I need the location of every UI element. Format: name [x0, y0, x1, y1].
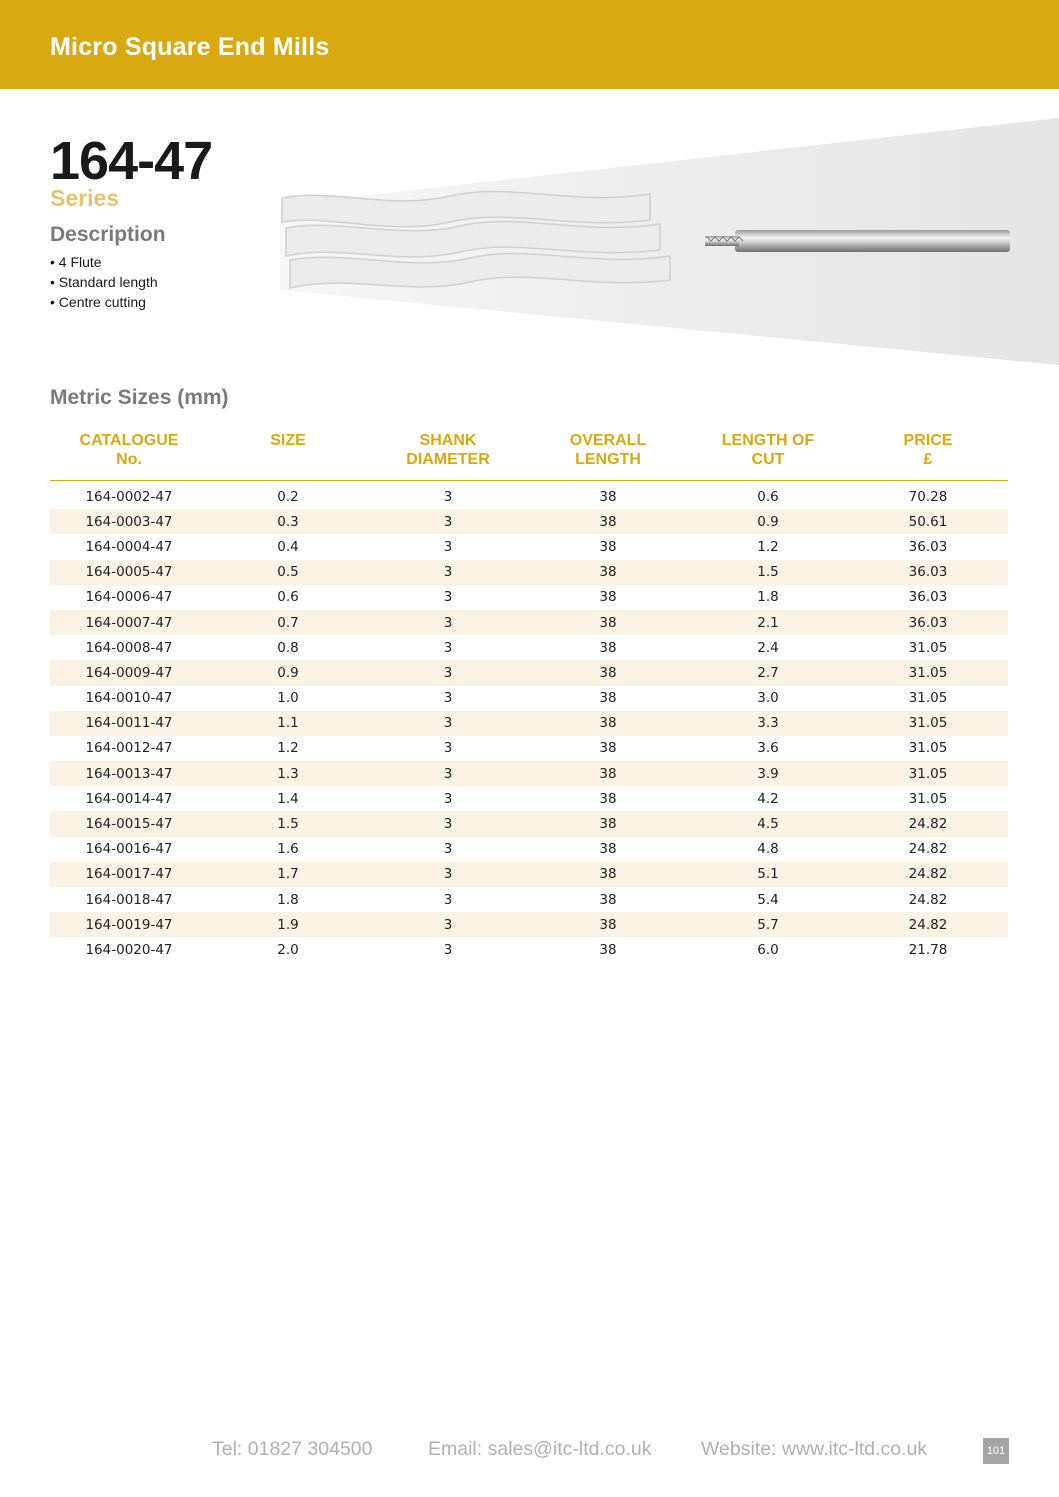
table-cell: 24.82	[908, 841, 948, 858]
footer-tel: Tel: 01827 304500	[212, 1438, 373, 1460]
table-cell: 164-0002-47	[85, 488, 173, 505]
table-cell: 164-0005-47	[50, 560, 208, 585]
table-cell: 3	[443, 740, 453, 757]
table-row	[50, 560, 1008, 585]
table-cell: 2.1	[688, 610, 848, 635]
table-cell: 164-0008-47	[85, 639, 173, 656]
table-cell: 0.5	[208, 560, 368, 585]
table-cell: 164-0020-47	[85, 941, 173, 958]
table-cell: 38	[528, 610, 688, 635]
table-cell: 3	[368, 711, 528, 736]
page-title: Micro Square End Mills	[50, 33, 330, 61]
table-cell: 0.9	[208, 660, 368, 685]
table-cell: 164-0010-47	[85, 690, 173, 707]
table-row	[50, 761, 1008, 786]
description-item: • 4 Flute	[50, 254, 102, 270]
table-cell: 164-0015-47	[50, 811, 208, 836]
column-header: SIZE	[208, 425, 368, 481]
table-cell: 1.5	[688, 560, 848, 585]
table-cell: 38	[599, 488, 617, 505]
table-row	[50, 481, 1008, 510]
table-cell: 3.6	[757, 740, 779, 757]
table-cell: 1.9	[208, 912, 368, 937]
table-cell: 38	[528, 509, 688, 534]
table-cell: 3	[443, 538, 453, 555]
table-cell: 31.05	[908, 790, 948, 807]
table-cell: 38	[599, 690, 617, 707]
table-cell: 3	[368, 660, 528, 685]
table-row	[50, 635, 1008, 660]
table-cell: 36.03	[908, 589, 948, 606]
table-cell: 38	[599, 740, 617, 757]
table-cell: 1.6	[277, 841, 299, 858]
table-cell: 0.9	[688, 509, 848, 534]
table-cell: 5.1	[688, 862, 848, 887]
table-row	[50, 711, 1008, 736]
metric-sizes-heading: Metric Sizes (mm)	[50, 386, 229, 409]
enlarged-flutes-shape	[282, 191, 670, 288]
table-cell: 21.78	[908, 941, 948, 958]
table-cell: 0.6	[277, 589, 299, 606]
table-cell: 0.6	[757, 488, 779, 505]
table-cell: 164-0007-47	[50, 610, 208, 635]
table-row	[50, 660, 1008, 685]
series-label: Series	[50, 185, 120, 211]
table-cell: 3	[368, 509, 528, 534]
table-cell: 38	[528, 711, 688, 736]
column-header: SHANK DIAMETER	[368, 425, 528, 481]
table-cell: 2.0	[277, 941, 299, 958]
series-code: 164-47	[50, 131, 213, 191]
table-cell: 3	[443, 639, 453, 656]
table-row	[50, 686, 1008, 711]
table-cell: 24.82	[908, 891, 948, 908]
table-cell: 3	[443, 690, 453, 707]
table-cell: 0.7	[208, 610, 368, 635]
table-cell: 2.7	[688, 660, 848, 685]
table-row	[50, 937, 1008, 962]
table-cell: 164-0018-47	[85, 891, 173, 908]
table-cell: 164-0014-47	[85, 790, 173, 807]
table-cell: 31.05	[848, 711, 1008, 736]
table-cell: 38	[599, 891, 617, 908]
table-cell: 38	[599, 589, 617, 606]
table-cell: 38	[599, 639, 617, 656]
column-header: LENGTH OF CUT	[688, 425, 848, 481]
table-cell: 36.03	[848, 610, 1008, 635]
description-heading: Description	[50, 223, 166, 246]
table-row	[50, 887, 1008, 912]
page-number: 101	[983, 1438, 1009, 1464]
table-cell: 164-0016-47	[85, 841, 173, 858]
table-cell: 1.2	[757, 538, 779, 555]
table-cell: 1.7	[208, 862, 368, 887]
table-cell: 3.0	[757, 690, 779, 707]
footer-email[interactable]: Email: sales@itc-ltd.co.uk	[428, 1438, 652, 1460]
table-cell: 1.1	[208, 711, 368, 736]
table-header-row	[50, 425, 1008, 481]
table-cell: 3	[368, 761, 528, 786]
table-cell: 164-0013-47	[50, 761, 208, 786]
table-cell: 164-0006-47	[85, 589, 173, 606]
table-cell: 38	[528, 912, 688, 937]
table-cell: 3	[368, 862, 528, 887]
table-row	[50, 610, 1008, 635]
table-cell: 38	[528, 761, 688, 786]
table-cell: 3	[443, 841, 453, 858]
table-cell: 24.82	[848, 862, 1008, 887]
table-cell: 4.2	[757, 790, 779, 807]
table-cell: 3	[368, 811, 528, 836]
table-cell: 24.82	[848, 811, 1008, 836]
table-row	[50, 912, 1008, 937]
table-cell: 38	[599, 538, 617, 555]
table-cell: 31.05	[908, 639, 948, 656]
table-cell: 3	[368, 560, 528, 585]
table-row	[50, 585, 1008, 610]
table-cell: 0.2	[277, 488, 299, 505]
table-cell: 0.4	[277, 538, 299, 555]
table-cell: 3	[443, 891, 453, 908]
table-cell: 1.2	[277, 740, 299, 757]
table-row	[50, 786, 1008, 811]
table-cell: 164-0004-47	[85, 538, 173, 555]
table-cell: 4.8	[757, 841, 779, 858]
table-cell: 0.8	[277, 639, 299, 656]
table-cell: 50.61	[848, 509, 1008, 534]
table-cell: 3	[368, 912, 528, 937]
table-cell: 1.5	[208, 811, 368, 836]
description-list	[50, 252, 158, 312]
footer-website[interactable]: Website: www.itc-ltd.co.uk	[701, 1438, 928, 1460]
table-row	[50, 509, 1008, 534]
column-header: CATALOGUE No.	[50, 425, 208, 481]
table-cell: 31.05	[908, 740, 948, 757]
table-cell: 1.8	[277, 891, 299, 908]
table-row	[50, 811, 1008, 836]
table-cell: 3	[443, 790, 453, 807]
table-cell: 164-0009-47	[50, 660, 208, 685]
table-cell: 5.7	[688, 912, 848, 937]
table-cell: 3	[443, 589, 453, 606]
table-row	[50, 736, 1008, 761]
table-cell: 1.0	[277, 690, 299, 707]
table-cell: 1.8	[757, 589, 779, 606]
table-cell: 1.4	[277, 790, 299, 807]
table-row	[50, 837, 1008, 862]
table-cell: 164-0003-47	[50, 509, 208, 534]
table-cell: 24.82	[848, 912, 1008, 937]
table-cell: 3	[443, 941, 453, 958]
table-cell: 36.03	[848, 560, 1008, 585]
table-cell: 38	[528, 660, 688, 685]
table-row	[50, 862, 1008, 887]
table-cell: 31.05	[848, 761, 1008, 786]
table-cell: 164-0012-47	[85, 740, 173, 757]
column-header: PRICE £	[848, 425, 1008, 481]
table-cell: 38	[528, 862, 688, 887]
table-cell: 3.9	[688, 761, 848, 786]
table-row	[50, 534, 1008, 559]
table-cell: 164-0011-47	[50, 711, 208, 736]
table-cell: 70.28	[908, 488, 948, 505]
table-cell: 38	[528, 560, 688, 585]
end-mill-tool-shape	[705, 230, 1010, 252]
table-cell: 5.4	[757, 891, 779, 908]
table-cell: 31.05	[908, 690, 948, 707]
table-cell: 164-0017-47	[50, 862, 208, 887]
table-cell: 36.03	[908, 538, 948, 555]
table-cell: 38	[528, 811, 688, 836]
table-cell: 6.0	[757, 941, 779, 958]
table-cell: 0.3	[208, 509, 368, 534]
end-mill-image	[270, 110, 1059, 370]
column-header: OVERALL LENGTH	[528, 425, 688, 481]
description-item: • Standard length	[50, 274, 158, 290]
table-cell: 38	[599, 941, 617, 958]
table-cell: 38	[599, 841, 617, 858]
table-cell: 164-0019-47	[50, 912, 208, 937]
sizes-table	[50, 425, 1008, 963]
description-item: • Centre cutting	[50, 294, 146, 310]
table-cell: 3	[443, 488, 453, 505]
table-cell: 31.05	[848, 660, 1008, 685]
table-cell: 38	[599, 790, 617, 807]
table-cell: 3.3	[688, 711, 848, 736]
table-cell: 4.5	[688, 811, 848, 836]
table-cell: 3	[368, 610, 528, 635]
table-cell: 2.4	[757, 639, 779, 656]
table-cell: 1.3	[208, 761, 368, 786]
